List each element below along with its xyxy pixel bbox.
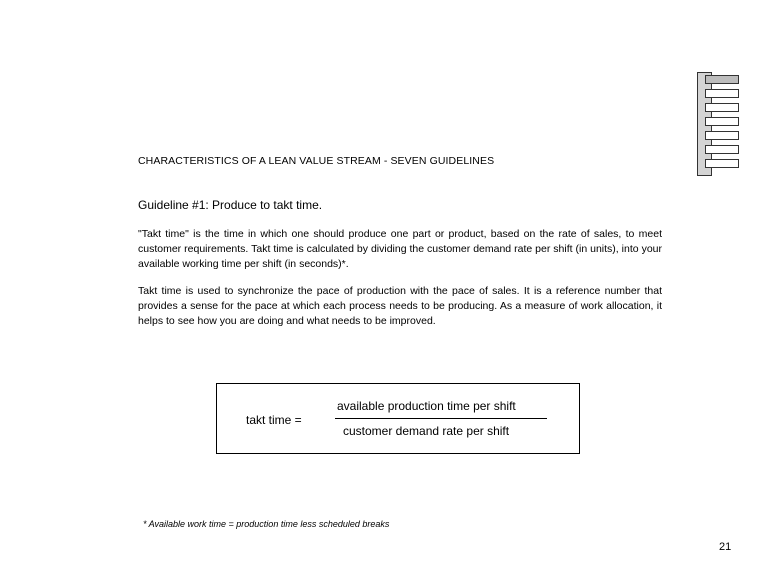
icon-slot-6 bbox=[706, 146, 739, 154]
formula-lhs: takt time = bbox=[246, 413, 302, 427]
icon-slot-5 bbox=[706, 132, 739, 140]
formula-denominator: customer demand rate per shift bbox=[343, 424, 510, 438]
page-number: 21 bbox=[719, 541, 732, 553]
guideline-title: Guideline #1: Produce to takt time. bbox=[138, 198, 323, 212]
icon-slot-1 bbox=[706, 76, 739, 84]
footnote: * Available work time = production time less scheduled breaks bbox=[143, 519, 390, 529]
seven-guidelines-stack-icon bbox=[697, 72, 741, 176]
fraction-bar bbox=[335, 418, 547, 419]
takt-time-usage-paragraph: Takt time is used to synchronize the pace of production with the pace of sales. It is a reference number that provides a sense for the pace at which each process needs to be producing. As a measure of work allocation, it helps to see how you are doing and what needs to be improved. bbox=[138, 285, 662, 327]
formula-numerator: available production time per shift bbox=[337, 399, 516, 413]
takt-time-definition-paragraph: "Takt time" is the time in which one should produce one part or product, based on the rate of sales, to meet customer requirements. Takt time is calculated by dividing the customer demand rate per shift (in units), into your available working time per shift (in seconds)*. bbox=[138, 228, 662, 270]
icon-slot-4 bbox=[706, 118, 739, 126]
icon-slot-2 bbox=[706, 90, 739, 98]
icon-slot-3 bbox=[706, 104, 739, 112]
page-heading: CHARACTERISTICS OF A LEAN VALUE STREAM - SEVEN GUIDELINES bbox=[138, 155, 495, 167]
takt-time-formula-box bbox=[216, 383, 580, 454]
icon-slot-7 bbox=[706, 160, 739, 168]
